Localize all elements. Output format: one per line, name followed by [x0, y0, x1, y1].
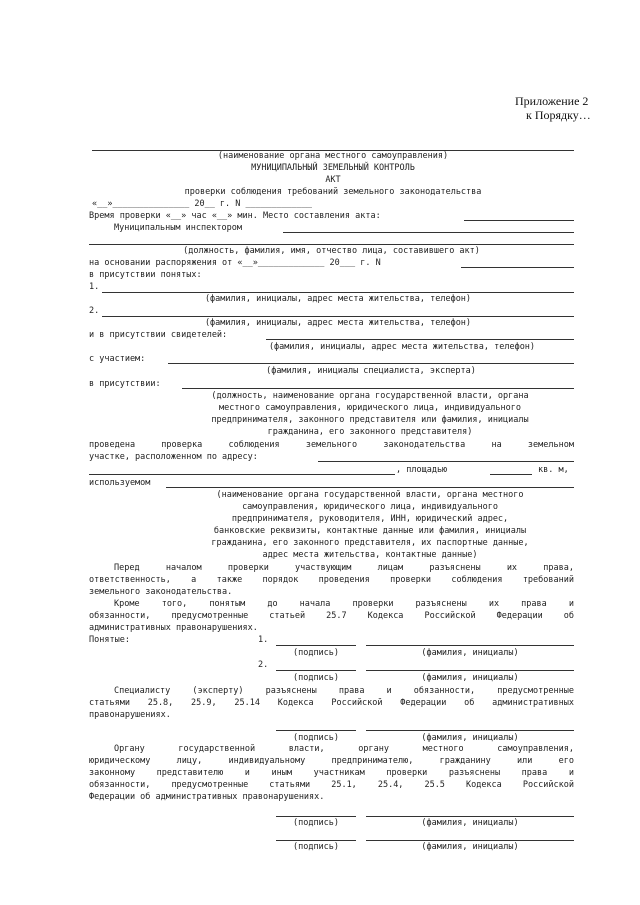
organ-signature-2-caption: (подпись)	[292, 842, 340, 852]
organ-signature-1-field[interactable]	[276, 816, 356, 817]
witnesses-label: в присутствии понятых:	[89, 270, 202, 280]
inspector-field-2[interactable]	[89, 244, 574, 245]
eyewitnesses-field[interactable]	[266, 339, 574, 340]
witness-1-field[interactable]	[102, 292, 574, 293]
organ-line-4: обязанности, предусмотренные статьями 25.1, 25.4, 25.5 Кодекса Российской	[89, 780, 574, 790]
participation-caption: (фамилия, инициалы специалиста, эксперта)	[266, 366, 476, 376]
used-by-caption-1: (наименование органа государственной власти, органа местного	[216, 490, 524, 500]
specialist-line-1: Специалисту (эксперту) разъяснены права и обязанности, предусмотренные	[114, 686, 574, 696]
used-by-field[interactable]	[166, 487, 574, 488]
witness-2-fio-caption: (фамилия, инициалы)	[421, 673, 519, 683]
witness-rights-line-1: Кроме того, понятым до начала проверки разъяснены их права и	[114, 599, 574, 609]
specialist-signature-field[interactable]	[276, 730, 356, 731]
witness-2-fio-field[interactable]	[366, 670, 574, 671]
order-number-field[interactable]	[461, 267, 574, 268]
presence-caption-2: местного самоуправления, юридического лица, индивидуального	[219, 403, 521, 413]
used-by-caption-6: адрес места жительства, контактные данные)	[262, 550, 478, 560]
used-by-caption-4: банковские реквизиты, контактные данные или фамилия, инициалы	[213, 526, 527, 536]
presence-caption-3: предпринимателя, законного представителя или фамилия, инициалы	[211, 415, 529, 425]
specialist-fio-field[interactable]	[366, 730, 574, 731]
order-basis-label: на основании распоряжения от «__»_____________ 20___ г. N	[89, 258, 381, 268]
specialist-line-2: статьями 25.8, 25.9, 25.14 Кодекса Российской Федерации об административных	[89, 698, 574, 708]
used-by-caption-2: самоуправления, юридического лица, индивидуального	[242, 502, 498, 512]
witness-1-fio-field[interactable]	[366, 645, 574, 646]
organ-signature-1-caption: (подпись)	[292, 818, 340, 828]
inspector-field[interactable]	[283, 232, 574, 233]
check-done-line-1: проведена проверка соблюдения земельного законодательства на земельном	[89, 440, 574, 450]
address-field-2[interactable]	[89, 474, 395, 475]
eyewitnesses-label: и в присутствии свидетелей:	[89, 330, 228, 340]
witness-2-caption: (фамилия, инициалы, адрес места жительства, телефон)	[204, 318, 472, 328]
witness-1-signature-field[interactable]	[276, 645, 356, 646]
presence-label: в присутствии:	[89, 379, 161, 389]
act-title: АКТ	[325, 175, 341, 185]
presence-caption-1: (должность, наименование органа государственной власти, органа	[211, 391, 529, 401]
witness-2-signature-caption: (подпись)	[292, 673, 340, 683]
used-by-label: используемом	[89, 478, 151, 488]
organ-fio-2-field[interactable]	[366, 840, 574, 841]
used-by-caption-3: предпринимателя, руководителя, ИНН, юридический адрес,	[231, 514, 509, 524]
control-title: МУНИЦИПАЛЬНЫЙ ЗЕМЕЛЬНЫЙ КОНТРОЛЬ	[251, 163, 415, 173]
rights-line-3: земельного законодательства.	[89, 587, 233, 597]
org-caption: (наименование органа местного самоуправления)	[217, 151, 449, 161]
address-field[interactable]	[318, 461, 574, 462]
organ-fio-2-caption: (фамилия, инициалы)	[421, 842, 519, 852]
area-field[interactable]	[490, 474, 532, 475]
inspector-caption: (должность, фамилия, имя, отчество лица, составившего акт)	[183, 246, 480, 256]
area-unit: кв. м,	[538, 465, 569, 475]
check-done-line-2: участке, расположенном по адресу:	[89, 452, 258, 462]
inspector-label: Муниципальным инспектором	[114, 223, 242, 233]
area-label: , площадью	[396, 465, 448, 475]
organ-fio-1-field[interactable]	[366, 816, 574, 817]
witness-1-fio-caption: (фамилия, инициалы)	[421, 648, 519, 658]
participation-label: с участием:	[89, 354, 146, 364]
organ-line-5: Федерации об административных правонарушениях.	[89, 792, 325, 802]
witness-sign-1-number: 1.	[258, 635, 269, 645]
witness-1-caption: (фамилия, инициалы, адрес места жительства, телефон)	[204, 294, 472, 304]
specialist-line-3: правонарушениях.	[89, 710, 171, 720]
place-field[interactable]	[464, 220, 574, 221]
witness-rights-line-3: административных правонарушениях.	[89, 623, 258, 633]
witness-1-signature-caption: (подпись)	[292, 648, 340, 658]
organ-line-1: Органу государственной власти, органу местного самоуправления,	[114, 744, 574, 754]
organ-fio-1-caption: (фамилия, инициалы)	[421, 818, 519, 828]
rights-line-2: ответственность, а также порядок проведения проверки соблюдения требований	[89, 575, 574, 585]
act-subtitle: проверки соблюдения требований земельного законодательства	[184, 187, 482, 197]
organ-line-2: юридическому лицу, индивидуальному предпринимателю, гражданину или его	[89, 756, 574, 766]
witness-sign-2-number: 2.	[258, 660, 269, 670]
witness-rights-line-2: обязанности, предусмотренные статьей 25.7 Кодекса Российской Федерации об	[89, 611, 574, 621]
check-time-label: Время проверки «__» час «__» мин. Место составления акта:	[89, 211, 381, 221]
eyewitnesses-caption: (фамилия, инициалы, адрес места жительства, телефон)	[268, 342, 536, 352]
witness-2-field[interactable]	[102, 316, 574, 317]
appendix-line-1: Приложение 2	[515, 94, 589, 108]
act-date-line[interactable]: «__»_______________ 20__ г. N _____________	[92, 199, 313, 209]
witness-2-signature-field[interactable]	[276, 670, 356, 671]
presence-field[interactable]	[182, 388, 574, 389]
organ-line-3: законному представителю и иным участникам проверки разъяснены права и	[89, 768, 574, 778]
appendix-line-2: к Порядку…	[526, 108, 591, 122]
rights-line-1: Перед началом проверки участвующим лицам разъяснены их права,	[114, 563, 574, 573]
witness-1-number: 1.	[89, 282, 100, 292]
specialist-signature-caption: (подпись)	[292, 733, 340, 743]
presence-caption-4: гражданина, его законного представителя)	[267, 427, 473, 437]
witnesses-signature-label: Понятые:	[89, 635, 130, 645]
witness-2-number: 2.	[89, 306, 100, 316]
organ-signature-2-field[interactable]	[276, 840, 356, 841]
used-by-caption-5: гражданина, его законного представителя, их паспортные данные,	[211, 538, 529, 548]
participation-field[interactable]	[168, 363, 574, 364]
specialist-fio-caption: (фамилия, инициалы)	[421, 733, 519, 743]
